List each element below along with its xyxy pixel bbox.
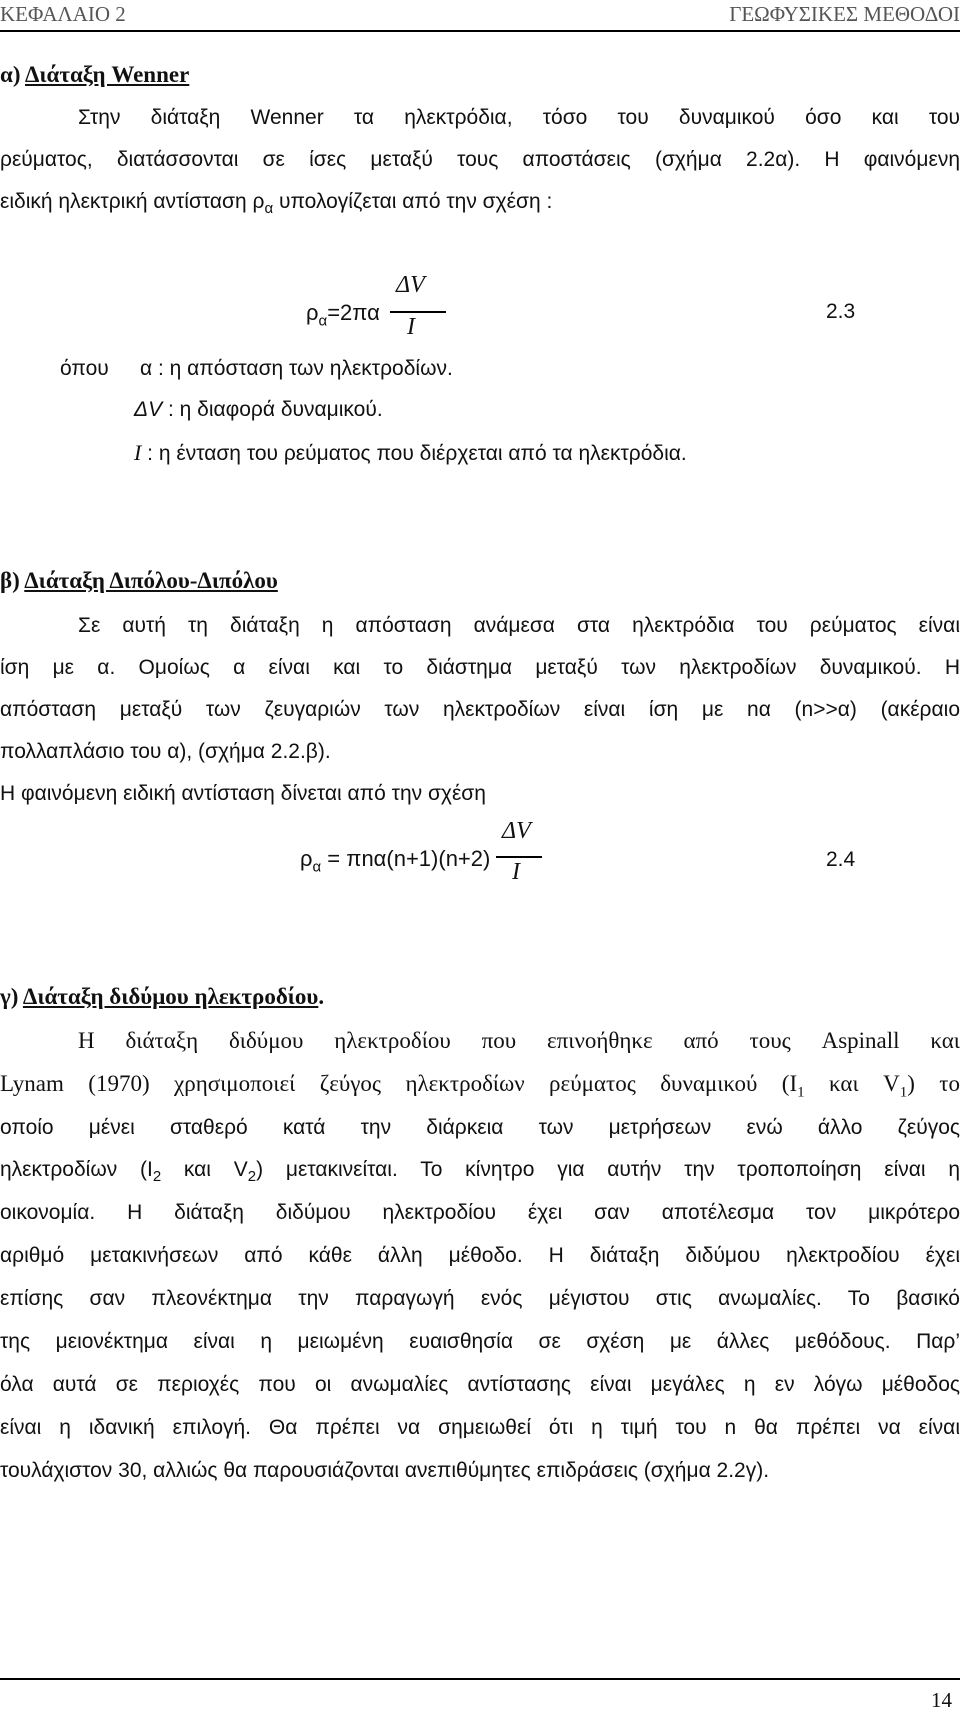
formula-2-3-denominator: I [407, 314, 415, 340]
formula-2-4: $\rho_\alpha = \pi n\alpha(n+1)(n+2)$ [300, 846, 491, 876]
section-c-line-7: επίσης σαν πλεονέκτημα την παραγωγή ενός μέγιστου στις ανωμαλίες. Το βασικό [0, 1287, 960, 1310]
formula-2-4-numerator: ΔV [502, 818, 531, 844]
section-c-line-8: της μειονέκτημα είναι η μειωμένη ευαισθησία σε σχέση με άλλες μεθόδους. Παρ’ [0, 1330, 960, 1353]
section-c-title: Διάταξη διδύμου ηλεκτροδίου [22, 984, 319, 1009]
formula-2-4-denominator: I [512, 859, 520, 885]
section-c-line-2: Lynam (1970) χρησιμοποιεί ζεύγος ηλεκτροδίων ρεύματος δυναμικού ($I_1$ και $V_1$) το [0, 1071, 960, 1101]
section-b-line-5: Η φαινόμενη ειδική αντίσταση δίνεται από την σχέση [0, 782, 486, 805]
formula-2-4-number: 2.4 [826, 848, 856, 871]
section-b-title: Διάταξη Διπόλου-Διπόλου [24, 568, 278, 593]
section-b-line-4: πολλαπλάσιο του α), (σχήμα 2.2.β). [0, 740, 331, 763]
section-c-label: γ) [0, 984, 23, 1009]
section-b-label: β) [0, 568, 25, 593]
formula-2-3: $\rho_\alpha=2\pi\alpha$ [306, 300, 380, 330]
formula-2-3-fraction-bar [390, 311, 446, 313]
section-b-line-3: απόσταση μεταξύ των ζευγαριών των ηλεκτροδίων είναι ίση με nα (n>>α) (ακέραιο [0, 698, 960, 721]
definition-current: I : η ένταση του ρεύματος που διέρχεται από τα ηλεκτρόδια. [134, 440, 687, 465]
page-number: 14 [931, 1688, 952, 1712]
section-c-heading: γ) Διάταξη διδύμου ηλεκτροδίου. [0, 984, 325, 1009]
section-a-title: Διάταξη Wenner [24, 62, 190, 87]
formula-2-4-fraction-bar [496, 856, 542, 858]
footer-rule [0, 1678, 960, 1680]
section-a-label: α) [0, 62, 25, 87]
section-b-line-2: ίση με α. Ομοίως α είναι και το διάστημα μεταξύ των ηλεκτροδίων δυναμικού. Η [0, 656, 960, 679]
section-a-heading [0, 62, 189, 88]
definition-delta-v: ΔV : η διαφορά δυναμικού. [134, 398, 383, 421]
formula-2-3-number: 2.3 [826, 300, 856, 323]
section-b-heading [0, 568, 278, 594]
section-c-line-11: τουλάχιστον 30, αλλιώς θα παρουσιάζονται ανεπιθύμητες επιδράσεις (σχήμα 2.2γ). [0, 1459, 770, 1482]
section-c-line-6: αριθμό μετακινήσεων από κάθε άλλη μέθοδο. Η διάταξη διδύμου ηλεκτροδίου έχει [0, 1244, 960, 1267]
section-b-line-1: Σε αυτή τη διάταξη η απόσταση ανάμεσα στα ηλεκτρόδια του ρεύματος είναι [78, 614, 960, 637]
section-a-line-3: ειδική ηλεκτρική αντίσταση $\rho_\alpha$ υπολογίζεται από την σχέση : [0, 190, 553, 218]
section-c-line-9: όλα αυτά σε περιοχές που οι ανωμαλίες αντίστασης είναι μεγάλες η εν λόγω μέθοδος [0, 1373, 960, 1396]
section-a-line-2: ρεύματος, διατάσσονται σε ίσες μεταξύ τους αποστάσεις (σχήμα 2.2α). Η φαινόμενη [0, 148, 960, 171]
header-rule [0, 30, 960, 32]
chapter-header: ΚΕΦΑΛΑΙΟ 2 [0, 2, 126, 26]
section-c-line-10: είναι η ιδανική επιλογή. Θα πρέπει να σημειωθεί ότι η τιμή του n θα πρέπει να είναι [0, 1416, 960, 1439]
formula-2-3-numerator: ΔV [396, 272, 425, 298]
section-header: ΓΕΩΦΥΣΙΚΕΣ ΜΕΘΟΔΟΙ [729, 2, 960, 26]
section-c-line-4: ηλεκτροδίων ($I_2$ και $V_2$) μετακινείται. Το κίνητρο για αυτήν την τροποποίηση είναι η [0, 1158, 960, 1186]
section-c-line-1: Η διάταξη διδύμου ηλεκτροδίου που επινοήθηκε από τους Aspinall και [78, 1028, 960, 1053]
section-a-line-1: Στην διάταξη Wenner τα ηλεκτρόδια, τόσο του δυναμικού όσο και του [78, 106, 960, 129]
section-c-line-5: οικονομία. Η διάταξη διδύμου ηλεκτροδίου έχει σαν αποτέλεσμα τον μικρότερο [0, 1201, 960, 1224]
definition-alpha: α : η απόσταση των ηλεκτροδίων. [140, 357, 453, 380]
where-word: όπου [60, 357, 109, 380]
section-c-line-3: οποίο μένει σταθερό κατά την διάρκεια των μετρήσεων ενώ άλλο ζεύγος [0, 1116, 960, 1139]
